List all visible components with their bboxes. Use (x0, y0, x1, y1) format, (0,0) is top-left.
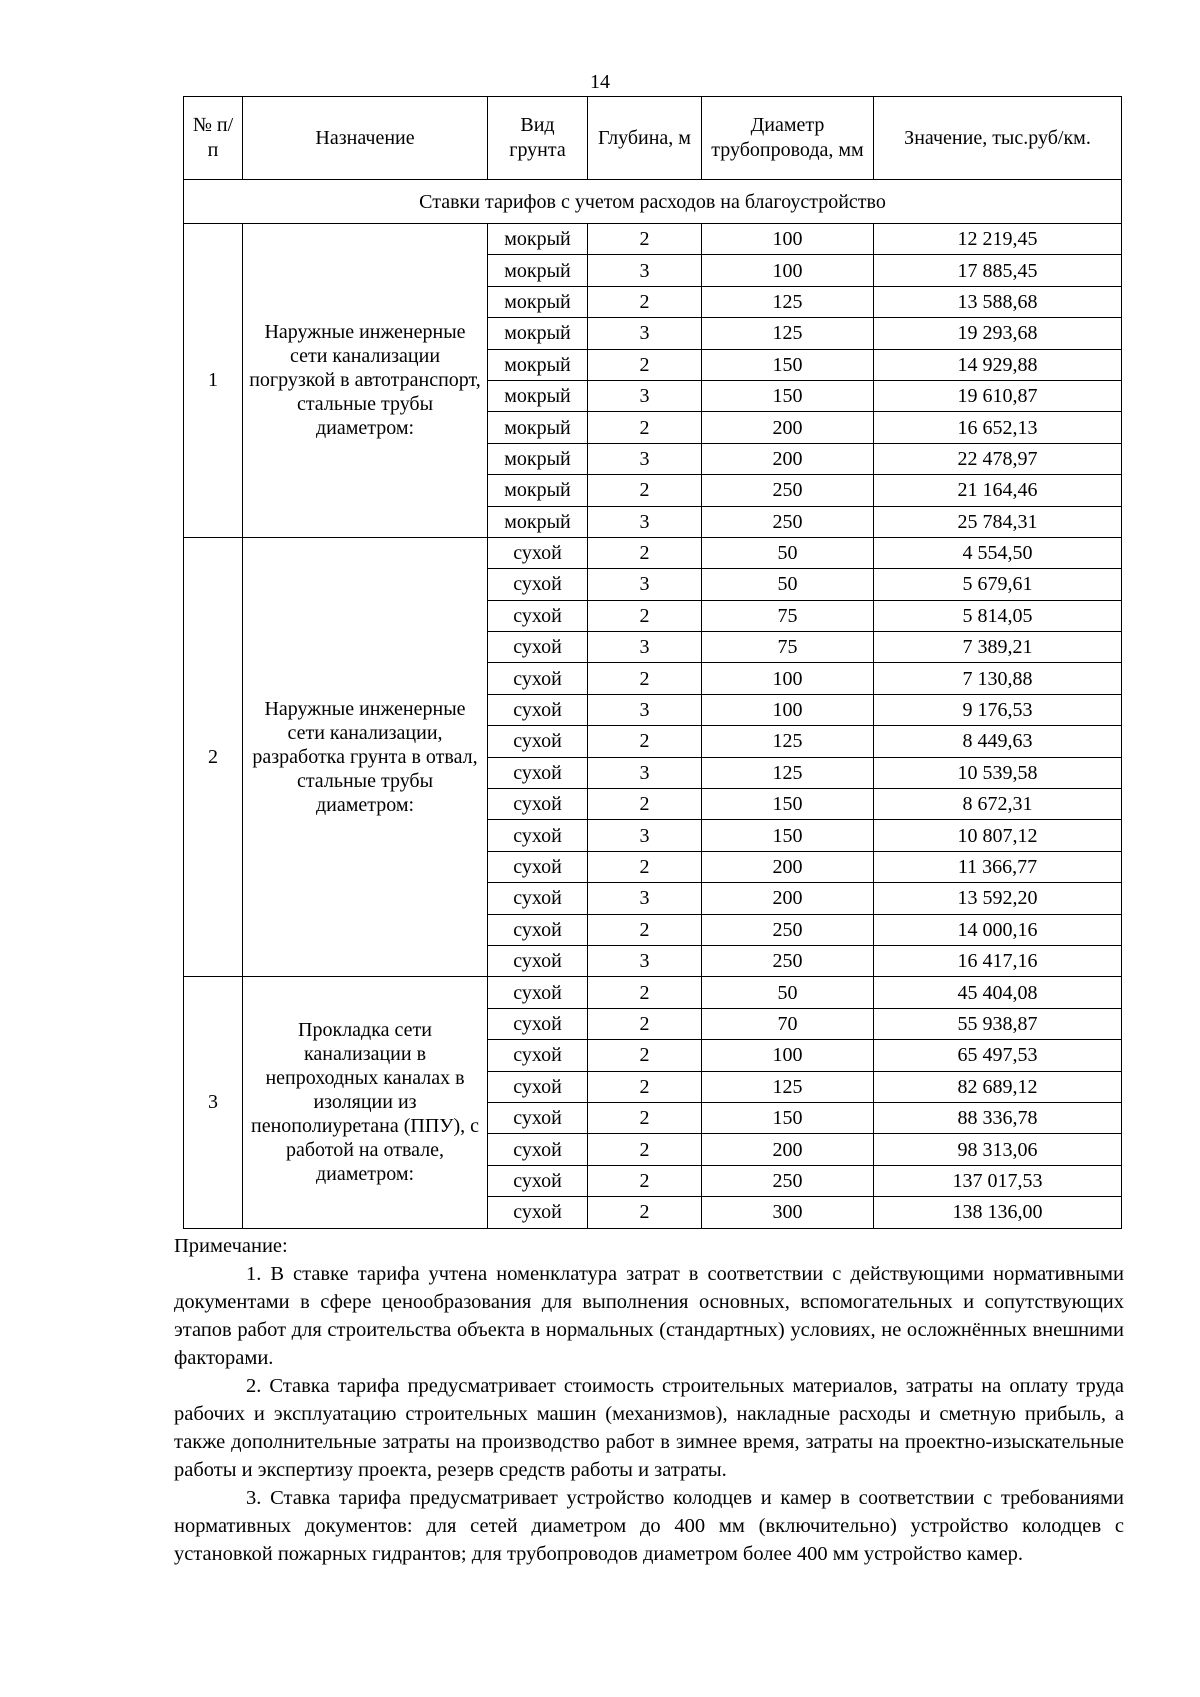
cell-value: 16 417,16 (874, 945, 1122, 976)
cell-soil: сухой (488, 945, 588, 976)
cell-soil: мокрый (488, 255, 588, 286)
section-title: Ставки тарифов с учетом расходов на благоустройство (184, 180, 1122, 224)
table-header-row (184, 97, 1122, 180)
cell-diameter: 70 (702, 1008, 874, 1039)
cell-soil: мокрый (488, 318, 588, 349)
cell-diameter: 250 (702, 945, 874, 976)
cell-diameter: 75 (702, 600, 874, 631)
cell-diameter: 50 (702, 977, 874, 1008)
cell-depth: 2 (588, 726, 702, 757)
cell-depth: 2 (588, 1134, 702, 1165)
cell-value: 16 652,13 (874, 412, 1122, 443)
cell-diameter: 50 (702, 569, 874, 600)
cell-value: 88 336,78 (874, 1102, 1122, 1133)
cell-depth: 3 (588, 380, 702, 411)
section-row (184, 180, 1122, 224)
group-description: Наружные инженерные сети канализации, разработка грунта в отвал, стальные трубы диаметром: (243, 537, 488, 976)
cell-soil: сухой (488, 914, 588, 945)
cell-value: 7 389,21 (874, 632, 1122, 663)
cell-soil: сухой (488, 977, 588, 1008)
cell-diameter: 250 (702, 1165, 874, 1196)
table-body (184, 180, 1122, 1229)
group-number: 3 (184, 977, 243, 1228)
cell-value: 137 017,53 (874, 1165, 1122, 1196)
cell-diameter: 150 (702, 349, 874, 380)
cell-depth: 3 (588, 569, 702, 600)
cell-diameter: 150 (702, 820, 874, 851)
cell-depth: 3 (588, 883, 702, 914)
cell-value: 65 497,53 (874, 1040, 1122, 1071)
cell-depth: 2 (588, 475, 702, 506)
cell-depth: 2 (588, 286, 702, 317)
cell-soil: сухой (488, 537, 588, 568)
cell-depth: 2 (588, 663, 702, 694)
cell-diameter: 125 (702, 757, 874, 788)
cell-depth: 2 (588, 977, 702, 1008)
cell-value: 17 885,45 (874, 255, 1122, 286)
cell-value: 19 610,87 (874, 380, 1122, 411)
table-row (184, 977, 1122, 1008)
cell-value: 55 938,87 (874, 1008, 1122, 1039)
header-diameter: Диаметр трубопровода, мм (702, 97, 874, 180)
cell-soil: сухой (488, 1165, 588, 1196)
group-number: 2 (184, 537, 243, 976)
cell-value: 8 672,31 (874, 789, 1122, 820)
note-item: 2. Ставка тарифа предусматривает стоимость строительных материалов, затраты на оплату труда рабочих и эксплуатацию строительных машин (механизмов), накладные расходы и сметную прибыль, а также дополнительные затраты на производство работ в зимнее время, затраты на проектно-изыскательные работы и экспертизу проекта, резерв средств работы и затраты. (174, 1375, 1124, 1481)
cell-diameter: 100 (702, 255, 874, 286)
cell-soil: сухой (488, 663, 588, 694)
header-depth: Глубина, м (588, 97, 702, 180)
cell-diameter: 150 (702, 789, 874, 820)
cell-value: 5 679,61 (874, 569, 1122, 600)
cell-value: 98 313,06 (874, 1134, 1122, 1165)
cell-soil: мокрый (488, 349, 588, 380)
cell-depth: 3 (588, 694, 702, 725)
cell-depth: 3 (588, 318, 702, 349)
cell-soil: мокрый (488, 224, 588, 255)
notes-title: Примечание: (174, 1235, 288, 1257)
cell-value: 82 689,12 (874, 1071, 1122, 1102)
cell-depth: 3 (588, 443, 702, 474)
cell-depth: 2 (588, 412, 702, 443)
cell-value: 21 164,46 (874, 475, 1122, 506)
cell-diameter: 200 (702, 412, 874, 443)
cell-diameter: 300 (702, 1197, 874, 1228)
cell-diameter: 250 (702, 475, 874, 506)
cell-soil: сухой (488, 757, 588, 788)
cell-soil: сухой (488, 1071, 588, 1102)
cell-diameter: 200 (702, 1134, 874, 1165)
header-purpose: Назначение (243, 97, 488, 180)
cell-value: 138 136,00 (874, 1197, 1122, 1228)
cell-diameter: 125 (702, 286, 874, 317)
cell-soil: сухой (488, 1040, 588, 1071)
cell-value: 9 176,53 (874, 694, 1122, 725)
cell-depth: 2 (588, 1102, 702, 1133)
cell-diameter: 250 (702, 914, 874, 945)
cell-soil: сухой (488, 820, 588, 851)
cell-depth: 3 (588, 945, 702, 976)
cell-soil: сухой (488, 1008, 588, 1039)
group-description: Наружные инженерные сети канализации погрузкой в автотранспорт, стальные трубы диаметром: (243, 224, 488, 538)
cell-value: 14 929,88 (874, 349, 1122, 380)
cell-soil: сухой (488, 632, 588, 663)
cell-depth: 2 (588, 851, 702, 882)
cell-soil: сухой (488, 600, 588, 631)
cell-value: 4 554,50 (874, 537, 1122, 568)
cell-value: 10 807,12 (874, 820, 1122, 851)
tariff-table (183, 96, 1122, 1229)
cell-soil: мокрый (488, 412, 588, 443)
cell-soil: сухой (488, 1134, 588, 1165)
cell-depth: 2 (588, 1040, 702, 1071)
header-soil: Вид грунта (488, 97, 588, 180)
cell-soil: сухой (488, 789, 588, 820)
cell-depth: 2 (588, 224, 702, 255)
cell-diameter: 200 (702, 851, 874, 882)
cell-depth: 3 (588, 255, 702, 286)
cell-depth: 2 (588, 1165, 702, 1196)
cell-diameter: 125 (702, 318, 874, 349)
cell-diameter: 100 (702, 663, 874, 694)
cell-depth: 2 (588, 914, 702, 945)
cell-soil: мокрый (488, 506, 588, 537)
cell-value: 25 784,31 (874, 506, 1122, 537)
cell-value: 22 478,97 (874, 443, 1122, 474)
cell-diameter: 200 (702, 443, 874, 474)
cell-value: 8 449,63 (874, 726, 1122, 757)
cell-diameter: 100 (702, 224, 874, 255)
cell-soil: мокрый (488, 475, 588, 506)
cell-diameter: 125 (702, 726, 874, 757)
cell-value: 10 539,58 (874, 757, 1122, 788)
cell-value: 19 293,68 (874, 318, 1122, 349)
cell-value: 7 130,88 (874, 663, 1122, 694)
cell-value: 11 366,77 (874, 851, 1122, 882)
cell-diameter: 100 (702, 694, 874, 725)
cell-value: 14 000,16 (874, 914, 1122, 945)
cell-diameter: 125 (702, 1071, 874, 1102)
group-number: 1 (184, 224, 243, 538)
cell-depth: 2 (588, 537, 702, 568)
cell-depth: 2 (588, 1071, 702, 1102)
cell-value: 12 219,45 (874, 224, 1122, 255)
cell-diameter: 50 (702, 537, 874, 568)
cell-soil: сухой (488, 1102, 588, 1133)
cell-value: 5 814,05 (874, 600, 1122, 631)
cell-depth: 2 (588, 349, 702, 380)
cell-soil: мокрый (488, 380, 588, 411)
cell-depth: 2 (588, 1197, 702, 1228)
cell-soil: мокрый (488, 443, 588, 474)
cell-soil: сухой (488, 569, 588, 600)
cell-diameter: 150 (702, 1102, 874, 1133)
note-item: 1. В ставке тарифа учтена номенклатура затрат в соответствии с действующими нормативными документами в сфере ценообразования для выполнения основных, вспомогательных и сопутствующих этапов работ для строительства объекта в нормальных (стандартных) условиях, не осложнённых внешними факторами. (174, 1263, 1124, 1369)
cell-value: 13 592,20 (874, 883, 1122, 914)
group-description: Прокладка сети канализации в непроходных каналах в изоляции из пенополиуретана (ППУ), с работой на отвале, диаметром: (243, 977, 488, 1228)
cell-depth: 3 (588, 820, 702, 851)
cell-depth: 2 (588, 1008, 702, 1039)
cell-soil: сухой (488, 883, 588, 914)
table-row (184, 537, 1122, 568)
header-num: № п/п (184, 97, 243, 180)
cell-soil: мокрый (488, 286, 588, 317)
cell-soil: сухой (488, 1197, 588, 1228)
cell-diameter: 75 (702, 632, 874, 663)
cell-diameter: 100 (702, 1040, 874, 1071)
cell-soil: сухой (488, 851, 588, 882)
cell-depth: 3 (588, 632, 702, 663)
cell-depth: 3 (588, 757, 702, 788)
notes (174, 1232, 1124, 1568)
cell-soil: сухой (488, 726, 588, 757)
cell-depth: 3 (588, 506, 702, 537)
cell-soil: сухой (488, 694, 588, 725)
cell-value: 45 404,08 (874, 977, 1122, 1008)
cell-depth: 2 (588, 600, 702, 631)
cell-value: 13 588,68 (874, 286, 1122, 317)
note-item: 3. Ставка тарифа предусматривает устройство колодцев и камер в соответствии с требованиями нормативных документов: для сетей диаметром до 400 мм (включительно) устройство колодцев с установкой пожарных гидрантов; для трубопроводов диаметром более 400 мм устройство камер. (174, 1487, 1124, 1565)
cell-diameter: 200 (702, 883, 874, 914)
header-value: Значение, тыс.руб/км. (874, 97, 1122, 180)
cell-depth: 2 (588, 789, 702, 820)
cell-diameter: 250 (702, 506, 874, 537)
cell-diameter: 150 (702, 380, 874, 411)
page-number: 14 (590, 71, 610, 93)
table-row (184, 224, 1122, 255)
